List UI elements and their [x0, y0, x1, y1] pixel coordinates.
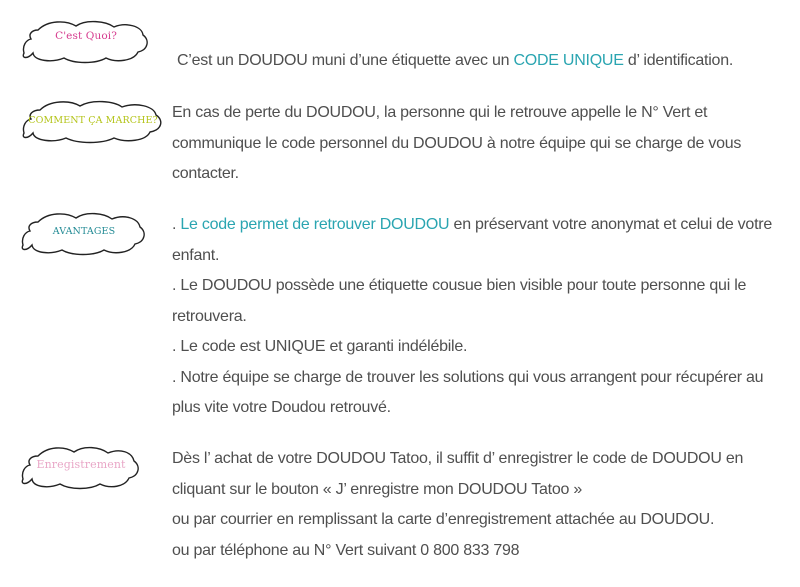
code-unique-highlight: CODE UNIQUE	[513, 52, 624, 69]
badge-avantages-label: AVANTAGES	[52, 226, 116, 237]
enregistrement-line-1: Dès l’ achat de votre DOUDOU Tatoo, il suffit d’ enregistrer le code de DOUDOU en cliquant sur le bouton « J’ enregistre mon DOUDOU Tatoo »	[172, 450, 744, 498]
enregistrement-line-3: ou par téléphone au N° Vert suivant 0 800 833 798	[172, 541, 520, 559]
badge-enregistrement-label: Enregistrement	[36, 458, 126, 471]
code-permet-highlight: Le code permet de retrouver DOUDOU	[180, 216, 450, 233]
avantages-line-1: . Le code permet de retrouver DOUDOU en préservant votre anonymat et celui de votre enfant.	[172, 216, 772, 264]
comment-paragraph: En cas de perte du DOUDOU, la personne qui le retrouve appelle le N° Vert et communique le code personnel du DOUDOU à notre équipe qui se charge de vous contacter.	[172, 104, 742, 182]
badge-comment-label: COMMENT ÇA MARCHE?	[28, 115, 158, 126]
badge-cest-quoi-label: C'est Quoi?	[55, 30, 117, 42]
avantages-line-4: . Notre équipe se charge de trouver les solutions qui vous arrangent pour récupérer au plus vite votre Doudou retrouvé.	[172, 368, 764, 416]
avantages-line-2: . Le DOUDOU possède une étiquette cousue bien visible pour toute personne qui le retrouvera.	[172, 277, 747, 325]
enregistrement-text	[172, 444, 790, 566]
enregistrement-line-2: ou par courrier en remplissant la carte d’enregistrement attachée au DOUDOU.	[172, 511, 715, 528]
avantages-line-3: . Le code est UNIQUE et garanti indélébile.	[172, 338, 468, 355]
cest-quoi-text-before: C’est un DOUDOU muni d’une étiquette avec un	[177, 52, 514, 69]
cest-quoi-text-after: d’ identification.	[623, 52, 734, 69]
